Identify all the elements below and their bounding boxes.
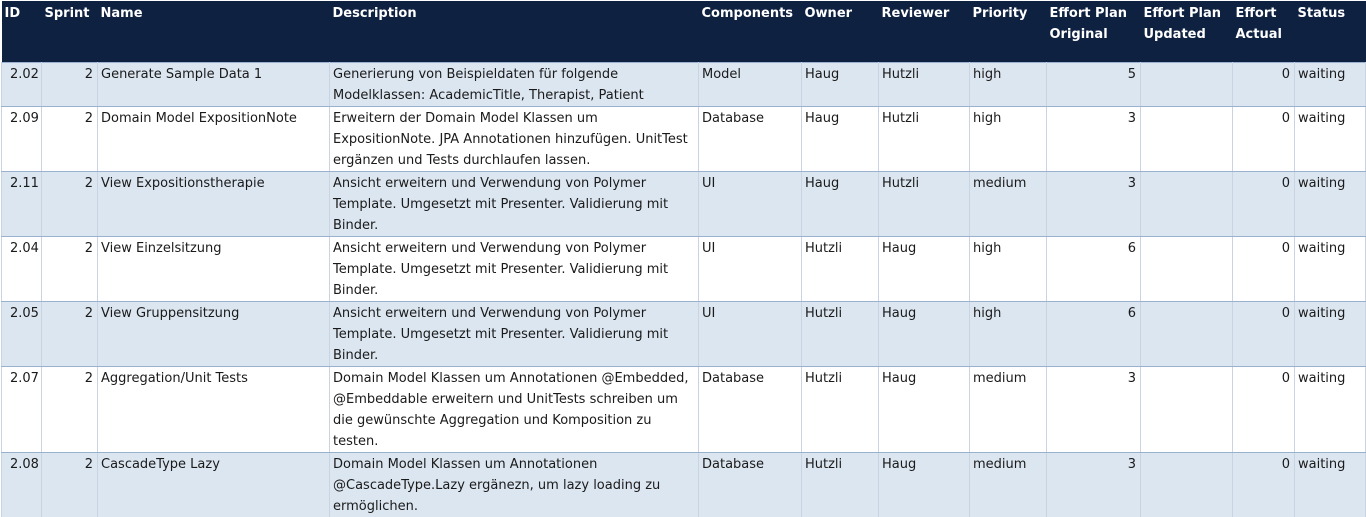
cell-owner[interactable]: Hutzli: [802, 452, 879, 517]
cell-priority[interactable]: high: [970, 301, 1047, 366]
col-header-effort-plan-updated[interactable]: Effort Plan Updated: [1141, 1, 1233, 62]
cell-effort-original[interactable]: 5: [1047, 62, 1141, 106]
cell-name[interactable]: Aggregation/Unit Tests: [98, 366, 330, 452]
table-row[interactable]: [2, 236, 1366, 301]
cell-id[interactable]: 2.11: [2, 171, 42, 236]
cell-sprint[interactable]: 2: [42, 171, 98, 236]
cell-effort-updated[interactable]: [1141, 452, 1233, 517]
cell-components[interactable]: Database: [699, 452, 802, 517]
cell-effort-actual[interactable]: 0: [1233, 106, 1295, 171]
cell-effort-updated[interactable]: [1141, 301, 1233, 366]
cell-name[interactable]: View Expositionstherapie: [98, 171, 330, 236]
cell-description[interactable]: Ansicht erweitern und Verwendung von Polymer Template. Umgesetzt mit Presenter. Validierung mit Binder.: [330, 171, 699, 236]
col-header-description[interactable]: Description: [330, 1, 699, 62]
cell-owner[interactable]: Hutzli: [802, 366, 879, 452]
col-header-name[interactable]: Name: [98, 1, 330, 62]
cell-effort-original[interactable]: 3: [1047, 366, 1141, 452]
cell-id[interactable]: 2.08: [2, 452, 42, 517]
table-row[interactable]: [2, 452, 1366, 517]
cell-components[interactable]: UI: [699, 236, 802, 301]
col-header-priority[interactable]: Priority: [970, 1, 1047, 62]
cell-owner[interactable]: Hutzli: [802, 301, 879, 366]
col-header-owner[interactable]: Owner: [802, 1, 879, 62]
cell-status[interactable]: waiting: [1295, 171, 1366, 236]
cell-reviewer[interactable]: Haug: [879, 236, 970, 301]
cell-reviewer[interactable]: Haug: [879, 301, 970, 366]
cell-reviewer[interactable]: Hutzli: [879, 171, 970, 236]
cell-id[interactable]: 2.04: [2, 236, 42, 301]
col-header-reviewer[interactable]: Reviewer: [879, 1, 970, 62]
cell-effort-original[interactable]: 3: [1047, 171, 1141, 236]
cell-status[interactable]: waiting: [1295, 452, 1366, 517]
cell-components[interactable]: UI: [699, 171, 802, 236]
cell-description[interactable]: Erweitern der Domain Model Klassen um ExpositionNote. JPA Annotationen hinzufügen. UnitTest ergänzen und Tests durchlaufen lassen.: [330, 106, 699, 171]
cell-effort-actual[interactable]: 0: [1233, 236, 1295, 301]
cell-reviewer[interactable]: Haug: [879, 366, 970, 452]
cell-priority[interactable]: medium: [970, 452, 1047, 517]
cell-id[interactable]: 2.09: [2, 106, 42, 171]
cell-description[interactable]: Domain Model Klassen um Annotationen @CascadeType.Lazy ergänezn, um lazy loading zu ermöglichen.: [330, 452, 699, 517]
cell-reviewer[interactable]: Haug: [879, 452, 970, 517]
cell-id[interactable]: 2.07: [2, 366, 42, 452]
table-row[interactable]: [2, 171, 1366, 236]
cell-effort-original[interactable]: 3: [1047, 106, 1141, 171]
cell-effort-actual[interactable]: 0: [1233, 301, 1295, 366]
cell-reviewer[interactable]: Hutzli: [879, 106, 970, 171]
cell-components[interactable]: Database: [699, 106, 802, 171]
table-row[interactable]: [2, 62, 1366, 106]
cell-sprint[interactable]: 2: [42, 236, 98, 301]
cell-effort-actual[interactable]: 0: [1233, 366, 1295, 452]
table-row[interactable]: [2, 301, 1366, 366]
cell-effort-actual[interactable]: 0: [1233, 171, 1295, 236]
cell-priority[interactable]: high: [970, 62, 1047, 106]
cell-status[interactable]: waiting: [1295, 236, 1366, 301]
cell-effort-updated[interactable]: [1141, 366, 1233, 452]
cell-priority[interactable]: high: [970, 106, 1047, 171]
backlog-table: [1, 1, 1366, 517]
col-header-status[interactable]: Status: [1295, 1, 1366, 62]
header-row: [2, 1, 1366, 62]
cell-reviewer[interactable]: Hutzli: [879, 62, 970, 106]
col-header-sprint[interactable]: Sprint: [42, 1, 98, 62]
cell-components[interactable]: UI: [699, 301, 802, 366]
cell-name[interactable]: CascadeType Lazy: [98, 452, 330, 517]
cell-effort-updated[interactable]: [1141, 236, 1233, 301]
cell-id[interactable]: 2.05: [2, 301, 42, 366]
cell-priority[interactable]: high: [970, 236, 1047, 301]
col-header-effort-actual[interactable]: Effort Actual: [1233, 1, 1295, 62]
cell-status[interactable]: waiting: [1295, 106, 1366, 171]
cell-name[interactable]: View Einzelsitzung: [98, 236, 330, 301]
cell-description[interactable]: Domain Model Klassen um Annotationen @Embedded, @Embeddable erweitern und UnitTests schreiben um die gewünschte Aggregation und Komposition zu testen.: [330, 366, 699, 452]
cell-description[interactable]: Ansicht erweitern und Verwendung von Polymer Template. Umgesetzt mit Presenter. Validierung mit Binder.: [330, 301, 699, 366]
cell-effort-original[interactable]: 3: [1047, 452, 1141, 517]
col-header-effort-plan-original[interactable]: Effort Plan Original: [1047, 1, 1141, 62]
col-header-components[interactable]: Components: [699, 1, 802, 62]
cell-priority[interactable]: medium: [970, 366, 1047, 452]
cell-priority[interactable]: medium: [970, 171, 1047, 236]
cell-effort-updated[interactable]: [1141, 106, 1233, 171]
cell-owner[interactable]: Haug: [802, 171, 879, 236]
cell-name[interactable]: Generate Sample Data 1: [98, 62, 330, 106]
cell-sprint[interactable]: 2: [42, 452, 98, 517]
cell-effort-actual[interactable]: 0: [1233, 62, 1295, 106]
cell-owner[interactable]: Hutzli: [802, 236, 879, 301]
cell-sprint[interactable]: 2: [42, 301, 98, 366]
cell-effort-updated[interactable]: [1141, 171, 1233, 236]
cell-description[interactable]: Ansicht erweitern und Verwendung von Polymer Template. Umgesetzt mit Presenter. Validierung mit Binder.: [330, 236, 699, 301]
cell-name[interactable]: Domain Model ExpositionNote: [98, 106, 330, 171]
col-header-id[interactable]: ID: [2, 1, 42, 62]
cell-status[interactable]: waiting: [1295, 301, 1366, 366]
cell-components[interactable]: Model: [699, 62, 802, 106]
cell-description[interactable]: Generierung von Beispieldaten für folgende Modelklassen: AcademicTitle, Therapist, Patient: [330, 62, 699, 106]
cell-owner[interactable]: Haug: [802, 106, 879, 171]
cell-name[interactable]: View Gruppensitzung: [98, 301, 330, 366]
cell-status[interactable]: waiting: [1295, 366, 1366, 452]
cell-sprint[interactable]: 2: [42, 106, 98, 171]
cell-status[interactable]: waiting: [1295, 62, 1366, 106]
cell-id[interactable]: 2.02: [2, 62, 42, 106]
cell-effort-original[interactable]: 6: [1047, 301, 1141, 366]
cell-effort-actual[interactable]: 0: [1233, 452, 1295, 517]
cell-sprint[interactable]: 2: [42, 62, 98, 106]
cell-owner[interactable]: Haug: [802, 62, 879, 106]
cell-effort-updated[interactable]: [1141, 62, 1233, 106]
cell-components[interactable]: Database: [699, 366, 802, 452]
table-row[interactable]: [2, 366, 1366, 452]
cell-sprint[interactable]: 2: [42, 366, 98, 452]
cell-effort-original[interactable]: 6: [1047, 236, 1141, 301]
table-row[interactable]: [2, 106, 1366, 171]
